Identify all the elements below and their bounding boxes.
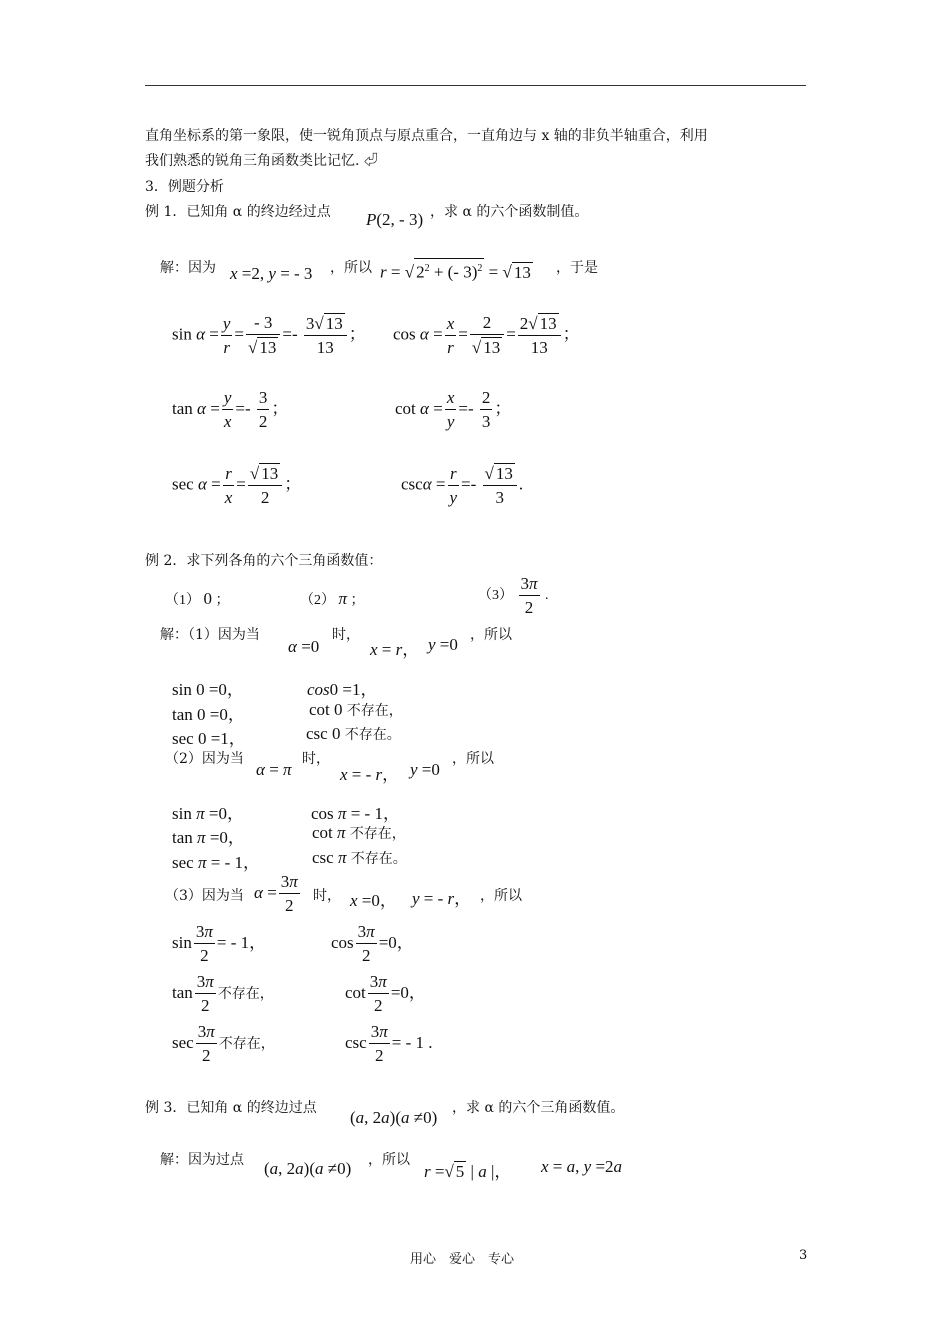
ex2-p2-c2: y =0 <box>410 760 440 779</box>
ex2-p2-r1b: cos π = - 1， <box>311 804 400 823</box>
ex2-p2-r2b: cot π 不存在， <box>312 823 406 842</box>
ex2-p1-r1b: cos0 =1， <box>307 680 378 699</box>
ex2-p2-r3b: csc π 不存在。 <box>312 848 407 867</box>
ex2-p3-r3a: sec $\frac{3\pi}{2}$ 不存在， <box>172 1022 275 1065</box>
ex2-p3-r3b: csc $\frac{3\pi}{2}$ = - 1 . <box>345 1022 433 1065</box>
ex1-tail: ，求 α 的六个函数制值。 <box>430 204 589 220</box>
ex2-p3-head: （3）因为当 <box>165 888 244 904</box>
ex1-sec: sec α = $\frac{r}{x}$ = $\frac{√ 13}{2}$ ； <box>172 463 302 507</box>
ex2-p2-r2a: tan π =0， <box>172 828 245 847</box>
ex2-p2-so: ，所以 <box>452 751 494 767</box>
ex2-p3-r1a: sin $\frac{3\pi}{2}$ = - 1， <box>172 922 267 965</box>
ex2-p2-c1: x = - r， <box>340 765 400 784</box>
ex3-tail: ，求 α 的六个三角函数值。 <box>452 1100 625 1116</box>
ex2-item-1: （1） 0 ； <box>165 589 230 608</box>
ex2-p1-r3b: csc 0 不存在。 <box>306 724 401 743</box>
ex1-r-expr: r = √ $2^2$ + (- 3)$^2$ = √ 13 <box>380 258 533 283</box>
ex1-sol-label: 解：因为 <box>160 260 216 276</box>
ex1-xy: x =2, y = - 3 <box>230 264 313 283</box>
ex2-label: 例 2．求下列各角的六个三角函数值： <box>145 553 383 569</box>
ex1-point: P(2, - 3) <box>366 210 424 229</box>
ex2-p2-head: （2）因为当 <box>165 751 244 767</box>
page-number: 3 <box>799 1248 808 1263</box>
ex2-p1-r2b: cot 0 不存在， <box>309 700 403 719</box>
ex2-p1-so: ，所以 <box>470 627 512 643</box>
ex2-p1-r3a: sec 0 =1， <box>172 729 246 748</box>
ex2-p1-c2: y =0 <box>428 635 458 654</box>
ex2-p3-so: ，所以 <box>480 888 522 904</box>
footer-motto: 用心 爱心 专心 <box>410 1252 515 1267</box>
intro-line-1: 直角坐标系的第一象限，使一锐角顶点与原点重合，一直角边与 x 轴的非负半轴重合，利用 <box>145 128 708 144</box>
ex3-sol-point: (a, 2a)(a ≠0) <box>264 1159 352 1178</box>
ex1-cos: cos α = $\frac{x}{r}$ = $\frac{2}{√ 13}$ = $\frac{2√ 13}{13}$ ； <box>393 313 580 357</box>
ex2-p2-cond: α = π <box>256 760 292 779</box>
ex3-r-expr: r =√ 5 | a |， <box>424 1162 512 1181</box>
intro-line-2: 我们熟悉的锐角三角函数类比记忆. ⏎ <box>145 153 378 169</box>
ex2-p2-r3a: sec π = - 1， <box>172 853 260 872</box>
ex1-sin: sin α = $\frac{y}{r}$ = $\frac{- 3}{√ 13}$ =- $\frac{3√ 13}{13}$ ； <box>172 313 366 357</box>
ex2-p3-r1b: cos $\frac{3\pi}{2}$ =0， <box>331 922 414 965</box>
ex2-p2-when: 时， <box>302 751 330 767</box>
ex1-then: ，于是 <box>556 260 598 276</box>
ex1-label: 例 1．已知角 α 的终边经过点 <box>145 204 331 220</box>
ex2-p3-r2b: cot $\frac{3\pi}{2}$ =0， <box>345 972 426 1015</box>
ex3-xy: x = a, y =2a <box>541 1157 623 1176</box>
ex2-p3-c2: y = - r， <box>412 889 472 908</box>
ex3-point: (a, 2a)(a ≠0) <box>350 1108 438 1127</box>
ex2-p2-r1a: sin π =0， <box>172 804 244 823</box>
ex2-p1-r1a: sin 0 =0， <box>172 680 244 699</box>
ex1-cot: cot α = $\frac{x}{y}$ =- $\frac{2}{3}$ ； <box>395 388 512 431</box>
ex2-p1-when: 时， <box>332 627 360 643</box>
ex3-label: 例 3．已知角 α 的终边过点 <box>145 1100 317 1116</box>
header-rule <box>145 85 806 86</box>
ex2-p1-cond: α =0 <box>288 637 320 656</box>
ex2-p3-r2a: tan $\frac{3\pi}{2}$ 不存在， <box>172 972 274 1015</box>
ex1-tan: tan α = $\frac{y}{x}$ =- $\frac{3}{2}$ ； <box>172 388 289 431</box>
ex2-p3-cond: α = $\frac{3\pi}{2}$ <box>254 872 298 915</box>
ex2-item-2: （2） π ； <box>300 589 365 608</box>
ex3-so: ，所以 <box>368 1152 410 1168</box>
ex2-p1-c1: x = r， <box>370 640 420 659</box>
ex3-sol-head: 解：因为过点 <box>160 1152 244 1168</box>
ex1-so: ，所以 <box>330 260 372 276</box>
ex2-item-3: （3） $\frac{3\pi}{2}$ . <box>478 574 549 617</box>
ex1-csc: cscα = $\frac{r}{y}$ =- $\frac{√ 13}{3}$ . <box>401 463 524 507</box>
ex2-p1-r2a: tan 0 =0， <box>172 705 245 724</box>
section-heading: 3．例题分析 <box>145 179 224 195</box>
ex2-p1-head: 解：（1）因为当 <box>160 627 260 643</box>
ex2-p3-when: 时， <box>313 888 341 904</box>
ex2-p3-c1: x =0， <box>350 891 397 910</box>
